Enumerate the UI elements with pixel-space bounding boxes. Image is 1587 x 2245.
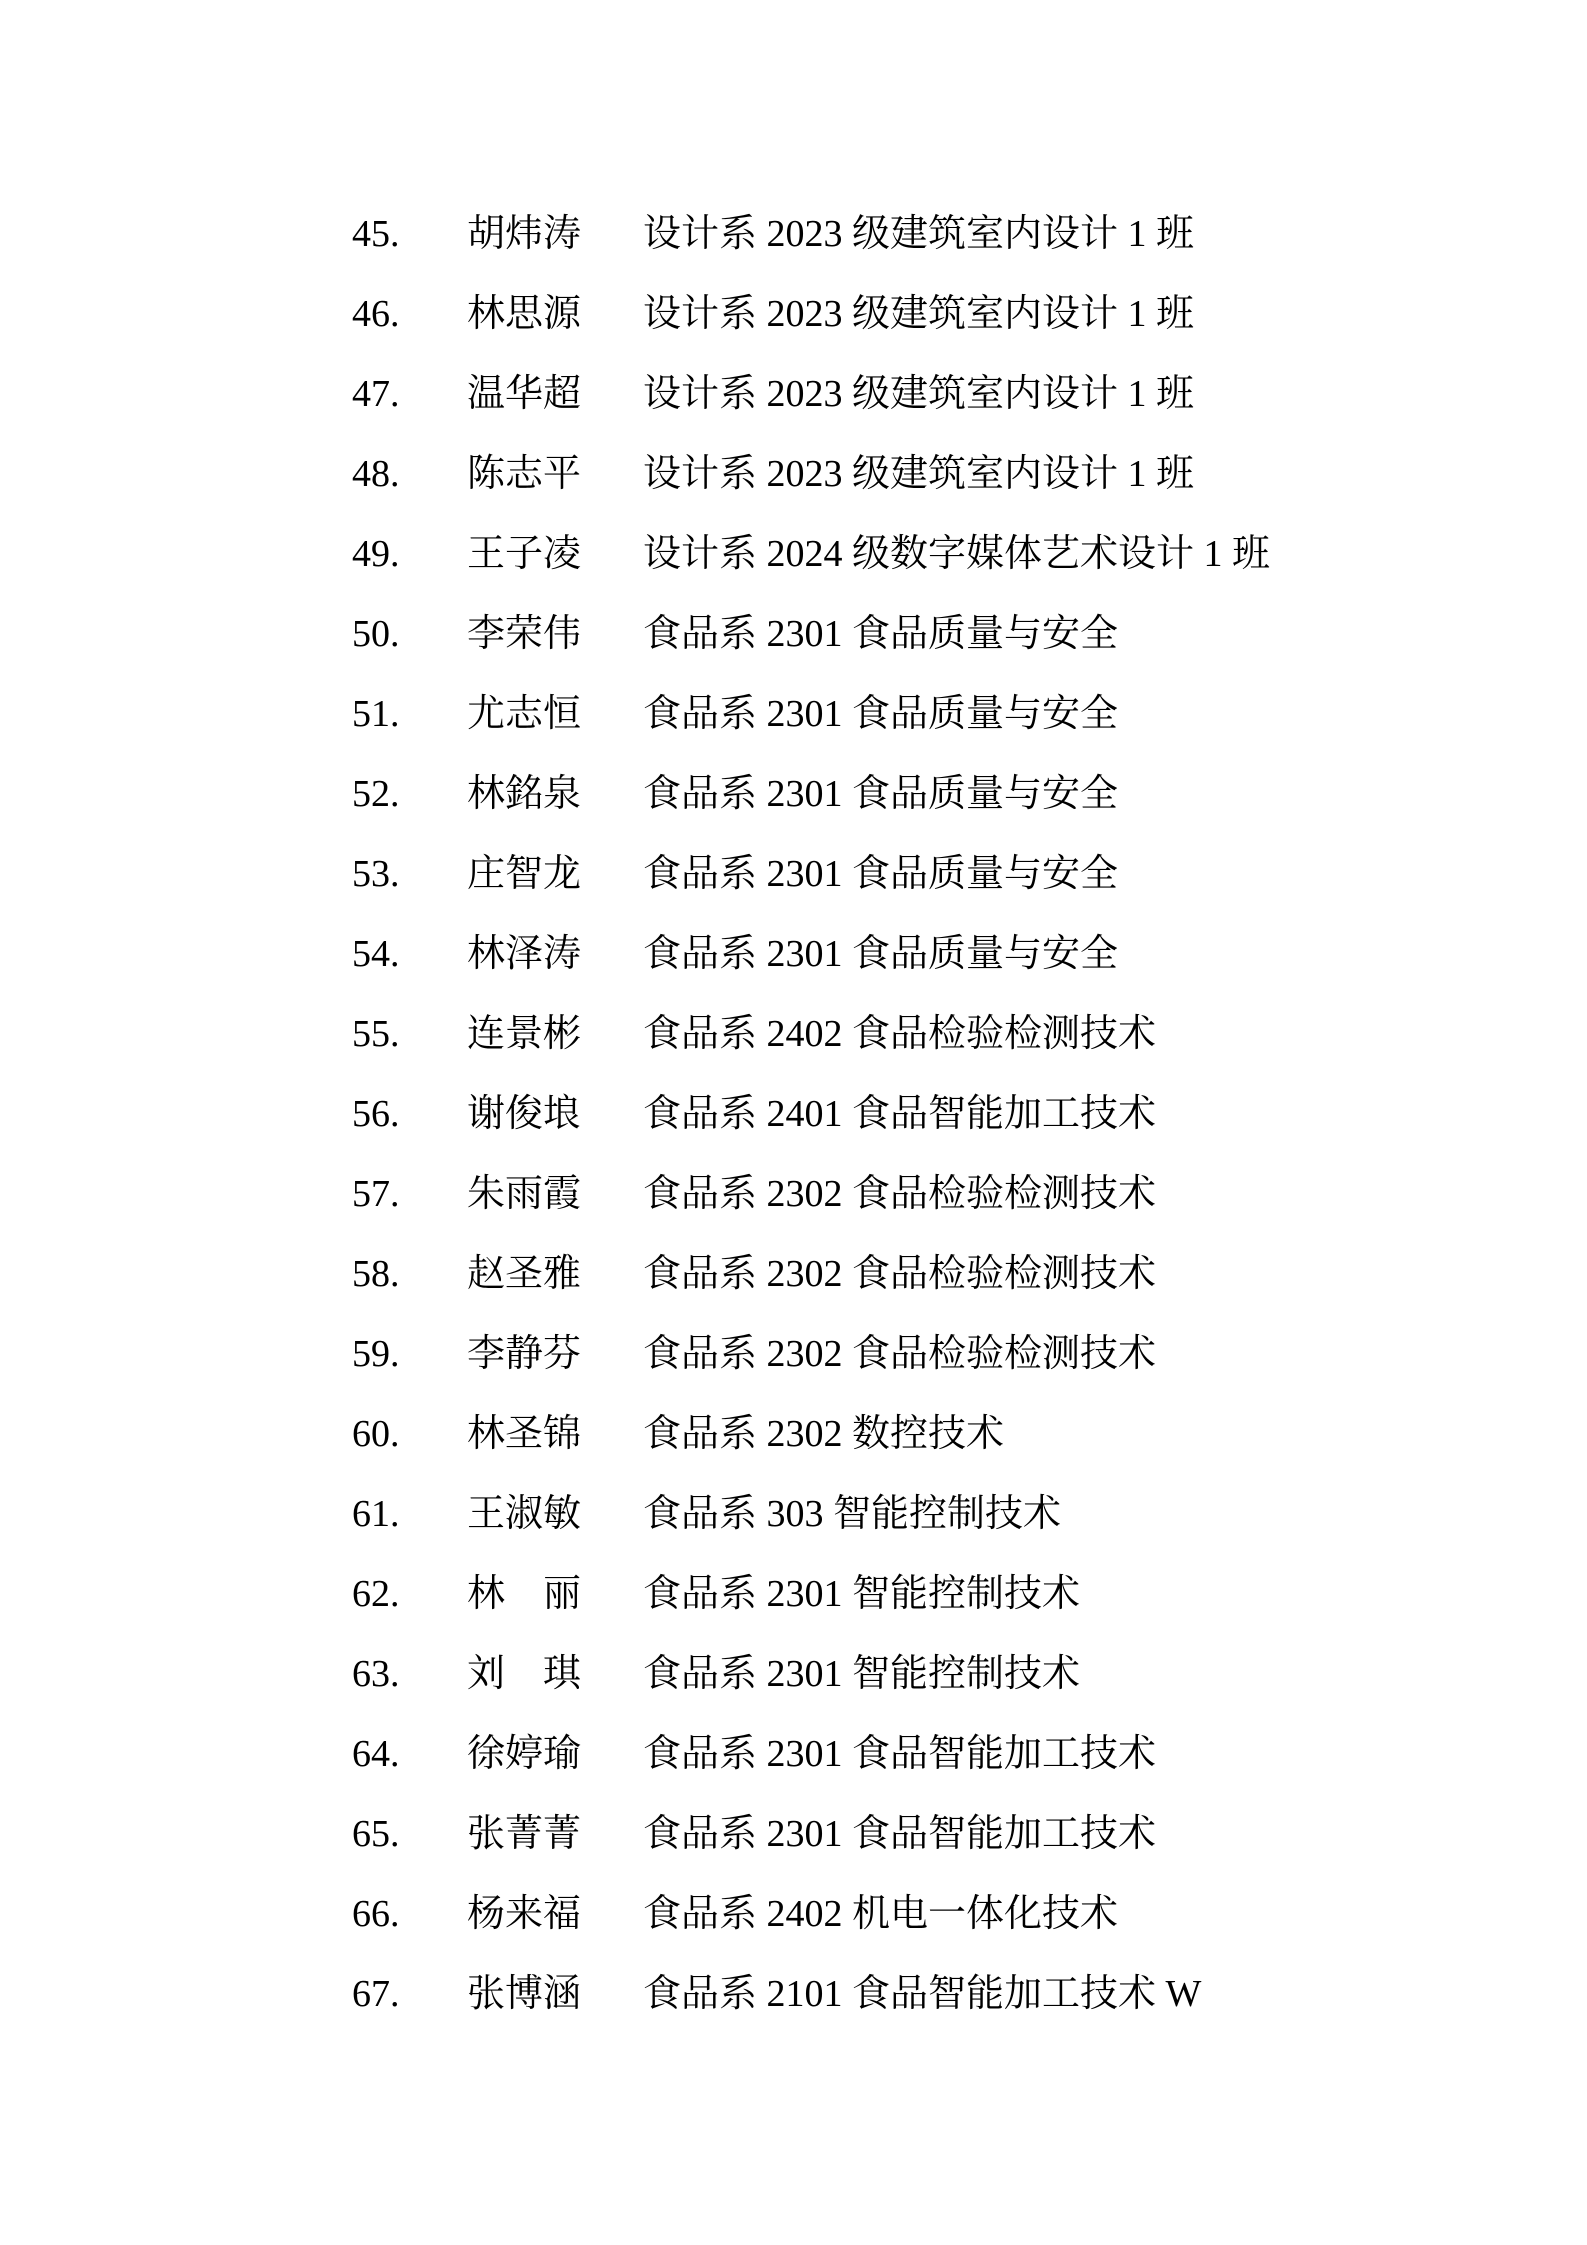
- row-number: 67.: [352, 1973, 400, 2015]
- list-row: [352, 1554, 1270, 1634]
- row-number: 53.: [352, 853, 400, 895]
- list-row: [352, 1394, 1270, 1474]
- row-number: 63.: [352, 1653, 400, 1695]
- class-name: 食品系 303 智能控制技术: [643, 1493, 1062, 1535]
- student-name: 杨来福: [467, 1893, 582, 1935]
- row-number: 46.: [352, 293, 400, 335]
- list-row: [352, 1074, 1270, 1154]
- student-name: 庄智龙: [467, 853, 582, 895]
- class-name: 设计系 2023 级建筑室内设计 1 班: [643, 453, 1195, 495]
- student-name: 林思源: [467, 293, 582, 335]
- class-name: 食品系 2401 食品智能加工技术: [643, 1093, 1157, 1135]
- row-number: 65.: [352, 1813, 400, 1855]
- list-row: [352, 1234, 1270, 1314]
- class-name: 设计系 2023 级建筑室内设计 1 班: [643, 373, 1195, 415]
- row-number: 55.: [352, 1013, 400, 1055]
- list-row: [352, 274, 1270, 354]
- list-row: [352, 434, 1270, 514]
- list-row: [352, 834, 1270, 914]
- class-name: 食品系 2302 数控技术: [643, 1413, 1005, 1455]
- row-number: 66.: [352, 1893, 400, 1935]
- student-name: 王子凌: [467, 533, 582, 575]
- list-row: [352, 1874, 1270, 1954]
- student-name: 刘 琪: [467, 1653, 582, 1695]
- student-name: 尤志恒: [467, 693, 582, 735]
- student-name: 张博涵: [467, 1973, 582, 2015]
- class-name: 食品系 2101 食品智能加工技术 W: [643, 1973, 1202, 2015]
- class-name: 食品系 2302 食品检验检测技术: [643, 1253, 1157, 1295]
- student-name: 徐婷瑜: [467, 1733, 582, 1775]
- row-number: 59.: [352, 1333, 400, 1375]
- class-name: 食品系 2302 食品检验检测技术: [643, 1333, 1157, 1375]
- row-number: 64.: [352, 1733, 400, 1775]
- list-row: [352, 354, 1270, 434]
- class-name: 食品系 2301 食品质量与安全: [643, 613, 1119, 655]
- list-row: [352, 674, 1270, 754]
- class-name: 食品系 2301 食品智能加工技术: [643, 1733, 1157, 1775]
- row-number: 50.: [352, 613, 400, 655]
- row-number: 61.: [352, 1493, 400, 1535]
- row-number: 47.: [352, 373, 400, 415]
- student-name: 赵圣雅: [467, 1253, 582, 1295]
- row-number: 45.: [352, 213, 400, 255]
- row-number: 56.: [352, 1093, 400, 1135]
- row-number: 51.: [352, 693, 400, 735]
- student-name: 李荣伟: [467, 613, 582, 655]
- list-row: [352, 594, 1270, 674]
- list-row: [352, 1954, 1270, 2034]
- row-number: 48.: [352, 453, 400, 495]
- class-name: 食品系 2402 食品检验检测技术: [643, 1013, 1157, 1055]
- student-list: [352, 194, 1270, 2034]
- list-row: [352, 1314, 1270, 1394]
- row-number: 60.: [352, 1413, 400, 1455]
- student-name: 林銘泉: [467, 773, 582, 815]
- student-name: 连景彬: [467, 1013, 582, 1055]
- row-number: 52.: [352, 773, 400, 815]
- row-number: 54.: [352, 933, 400, 975]
- row-number: 58.: [352, 1253, 400, 1295]
- student-name: 李静芬: [467, 1333, 582, 1375]
- row-number: 49.: [352, 533, 400, 575]
- row-number: 57.: [352, 1173, 400, 1215]
- class-name: 设计系 2023 级建筑室内设计 1 班: [643, 213, 1195, 255]
- class-name: 食品系 2301 食品质量与安全: [643, 853, 1119, 895]
- list-row: [352, 754, 1270, 834]
- student-name: 张菁菁: [467, 1813, 582, 1855]
- class-name: 食品系 2402 机电一体化技术: [643, 1893, 1119, 1935]
- list-row: [352, 1714, 1270, 1794]
- class-name: 食品系 2302 食品检验检测技术: [643, 1173, 1157, 1215]
- class-name: 食品系 2301 智能控制技术: [643, 1653, 1081, 1695]
- list-row: [352, 194, 1270, 274]
- student-name: 林 丽: [467, 1573, 582, 1615]
- list-row: [352, 994, 1270, 1074]
- student-name: 谢俊埌: [467, 1093, 582, 1135]
- list-row: [352, 1634, 1270, 1714]
- class-name: 食品系 2301 食品智能加工技术: [643, 1813, 1157, 1855]
- row-number: 62.: [352, 1573, 400, 1615]
- student-name: 温华超: [467, 373, 582, 415]
- student-name: 胡炜涛: [467, 213, 582, 255]
- student-name: 林泽涛: [467, 933, 582, 975]
- list-row: [352, 1794, 1270, 1874]
- student-name: 林圣锦: [467, 1413, 582, 1455]
- class-name: 食品系 2301 食品质量与安全: [643, 693, 1119, 735]
- list-row: [352, 1154, 1270, 1234]
- class-name: 食品系 2301 智能控制技术: [643, 1573, 1081, 1615]
- student-name: 陈志平: [467, 453, 582, 495]
- list-row: [352, 514, 1270, 594]
- class-name: 食品系 2301 食品质量与安全: [643, 773, 1119, 815]
- student-name: 王淑敏: [467, 1493, 582, 1535]
- class-name: 设计系 2024 级数字媒体艺术设计 1 班: [643, 533, 1271, 575]
- class-name: 设计系 2023 级建筑室内设计 1 班: [643, 293, 1195, 335]
- list-row: [352, 914, 1270, 994]
- student-name: 朱雨霞: [467, 1173, 582, 1215]
- class-name: 食品系 2301 食品质量与安全: [643, 933, 1119, 975]
- list-row: [352, 1474, 1270, 1554]
